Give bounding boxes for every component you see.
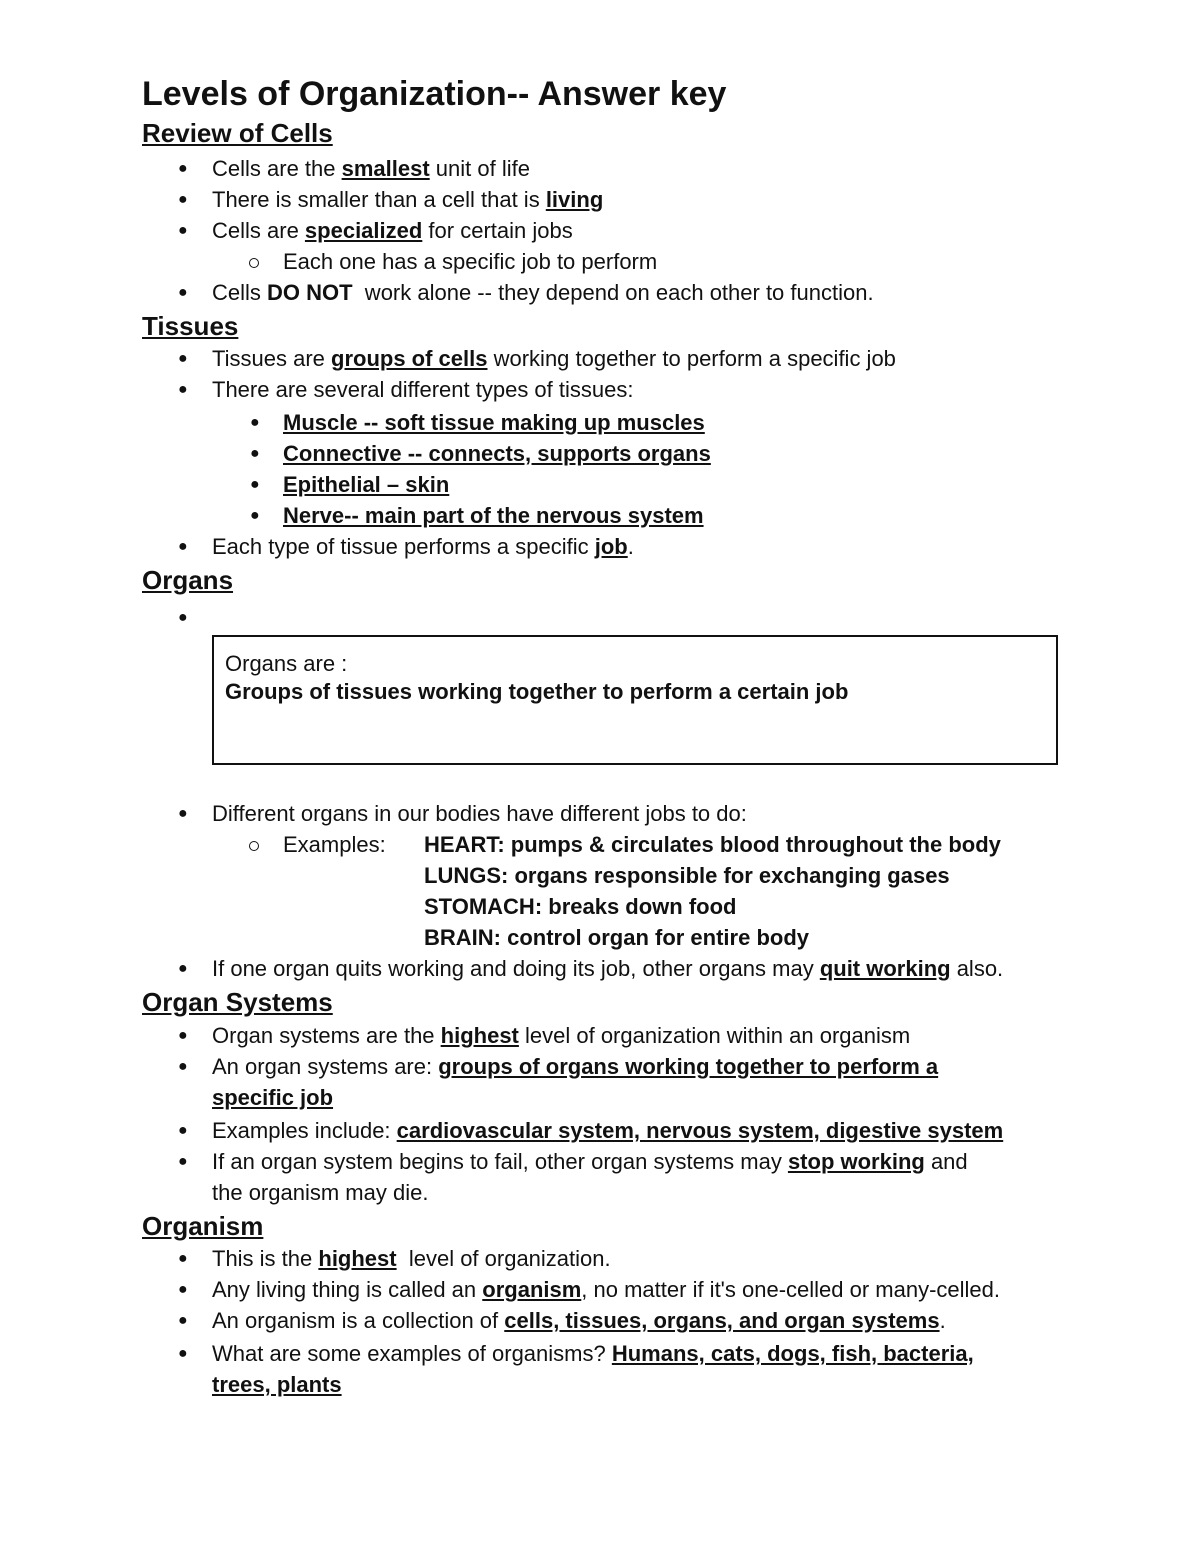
answer-blank: job	[594, 534, 628, 559]
bullet-icon: ●	[178, 1058, 188, 1075]
item-text: also.	[950, 956, 1004, 981]
bullet-icon: ●	[250, 414, 260, 431]
bullet-icon: ●	[178, 1027, 188, 1044]
answer-blank: stop working	[787, 1149, 925, 1174]
item-text: Tissues are	[212, 346, 332, 371]
page-title: Levels of Organization-- Answer key	[142, 75, 727, 113]
bullet-icon: ●	[250, 445, 260, 462]
item-text: level of organization within an organism	[518, 1023, 911, 1048]
bullet-icon: ●	[178, 1250, 188, 1267]
list-item	[212, 1306, 946, 1336]
item-text: There is smaller than a cell that is	[212, 187, 546, 212]
bullet-icon: ●	[178, 960, 188, 977]
heading-tissues: Tissues	[142, 311, 239, 341]
bullet-icon: ●	[178, 381, 188, 398]
item-text: Cells	[212, 280, 268, 305]
bullet-icon: ●	[250, 476, 260, 493]
item-text: Each type of tissue performs a specific	[212, 534, 595, 559]
answer-blank: Humans, cats, dogs, fish, bacteria,	[611, 1341, 974, 1366]
list-item	[212, 216, 573, 246]
list-item: There are several different types of tissues:	[212, 377, 634, 402]
answer-blank: highest	[318, 1246, 397, 1271]
item-text: An organism is a collection of	[212, 1308, 505, 1333]
item-text: and	[924, 1149, 968, 1174]
item-text: .	[627, 534, 634, 559]
item-text: , no matter if it's one-celled or many-celled.	[581, 1277, 1001, 1302]
bullet-icon: ●	[178, 609, 188, 626]
item-text: work alone -- they depend on each other to function.	[352, 280, 874, 305]
item-text: level of organization.	[396, 1246, 611, 1271]
box-answer: Groups of tissues working together to perform a certain job	[225, 679, 849, 704]
item-text: Cells are the	[212, 156, 342, 181]
list-item	[212, 278, 874, 308]
item-text: If an organ system begins to fail, other organ systems may	[212, 1149, 788, 1174]
sub-bullet-icon	[249, 841, 259, 851]
answer-blank: cardiovascular system, nervous system, digestive system	[396, 1118, 1004, 1143]
bullet-icon: ●	[250, 507, 260, 524]
bullet-icon: ●	[178, 284, 188, 301]
example-brain: BRAIN: control organ for entire body	[424, 925, 809, 950]
list-item	[212, 954, 1003, 984]
tissue-type-connective: Connective -- connects, supports organs	[283, 441, 711, 466]
item-text: working together to perform a specific job	[487, 346, 896, 371]
answer-blank: cells, tissues, organs, and organ systems	[504, 1308, 940, 1333]
bullet-icon: ●	[178, 1345, 188, 1362]
bullet-icon: ●	[178, 1153, 188, 1170]
bullet-icon: ●	[178, 1312, 188, 1329]
item-text: unit of life	[429, 156, 530, 181]
bullet-icon: ●	[178, 222, 188, 239]
list-item	[212, 185, 603, 215]
list-item	[212, 1339, 974, 1369]
item-text: If one organ quits working and doing its job, other organs may	[212, 956, 820, 981]
tissue-type-nerve: Nerve-- main part of the nervous system	[283, 503, 704, 528]
list-item	[212, 1147, 968, 1177]
answer-blank: living	[545, 187, 604, 212]
examples-label: Examples:	[283, 832, 386, 857]
heading-review-of-cells: Review of Cells	[142, 118, 333, 148]
answer-blank: organism	[482, 1277, 582, 1302]
list-item	[212, 532, 634, 562]
sub-list-item: Each one has a specific job to perform	[283, 249, 658, 274]
item-text: Any living thing is called an	[212, 1277, 483, 1302]
list-item	[212, 1052, 938, 1082]
item-text: What are some examples of organisms?	[212, 1341, 612, 1366]
list-item	[212, 1116, 1003, 1146]
example-stomach: STOMACH: breaks down food	[424, 894, 737, 919]
tissue-type-muscle: Muscle -- soft tissue making up muscles	[283, 410, 705, 435]
bullet-icon: ●	[178, 538, 188, 555]
item-text: An organ systems are:	[212, 1054, 439, 1079]
answer-blank: specialized	[304, 218, 423, 243]
item-text: .	[939, 1308, 946, 1333]
list-item: Different organs in our bodies have different jobs to do:	[212, 801, 747, 826]
answer-blank-continued: trees, plants	[212, 1372, 342, 1397]
answer-blank: smallest	[341, 156, 430, 181]
list-item	[212, 1275, 1000, 1305]
sub-bullet-icon	[249, 258, 259, 268]
item-text: This is the	[212, 1246, 319, 1271]
definition-box	[212, 635, 1058, 765]
item-text: Examples include:	[212, 1118, 397, 1143]
bullet-icon: ●	[178, 805, 188, 822]
box-label: Organs are :	[225, 651, 348, 676]
example-heart: HEART: pumps & circulates blood throughout the body	[424, 832, 1001, 857]
bullet-icon: ●	[178, 350, 188, 367]
item-text: Organ systems are the	[212, 1023, 441, 1048]
example-lungs: LUNGS: organs responsible for exchanging gases	[424, 863, 950, 888]
bullet-icon: ●	[178, 1281, 188, 1298]
answer-blank: quit working	[819, 956, 951, 981]
list-item	[212, 1021, 910, 1051]
answer-blank: groups of organs working together to perform a	[438, 1054, 939, 1079]
heading-organs: Organs	[142, 565, 234, 595]
tissue-type-epithelial: Epithelial – skin	[283, 472, 450, 497]
list-item	[212, 154, 530, 184]
answer-blank-continued: specific job	[212, 1085, 334, 1110]
bullet-icon: ●	[178, 191, 188, 208]
bullet-icon: ●	[178, 1122, 188, 1139]
list-item	[212, 344, 896, 374]
heading-organism: Organism	[142, 1211, 264, 1241]
item-text: for certain jobs	[422, 218, 573, 243]
list-item-continued: the organism may die.	[212, 1180, 429, 1205]
answer-blank: highest	[440, 1023, 519, 1048]
answer-blank: groups of cells	[331, 346, 488, 371]
heading-organ-systems: Organ Systems	[142, 987, 333, 1017]
bullet-icon: ●	[178, 160, 188, 177]
list-item	[212, 1244, 611, 1274]
emphasis-text: DO NOT	[267, 280, 353, 305]
item-text: Cells are	[212, 218, 305, 243]
